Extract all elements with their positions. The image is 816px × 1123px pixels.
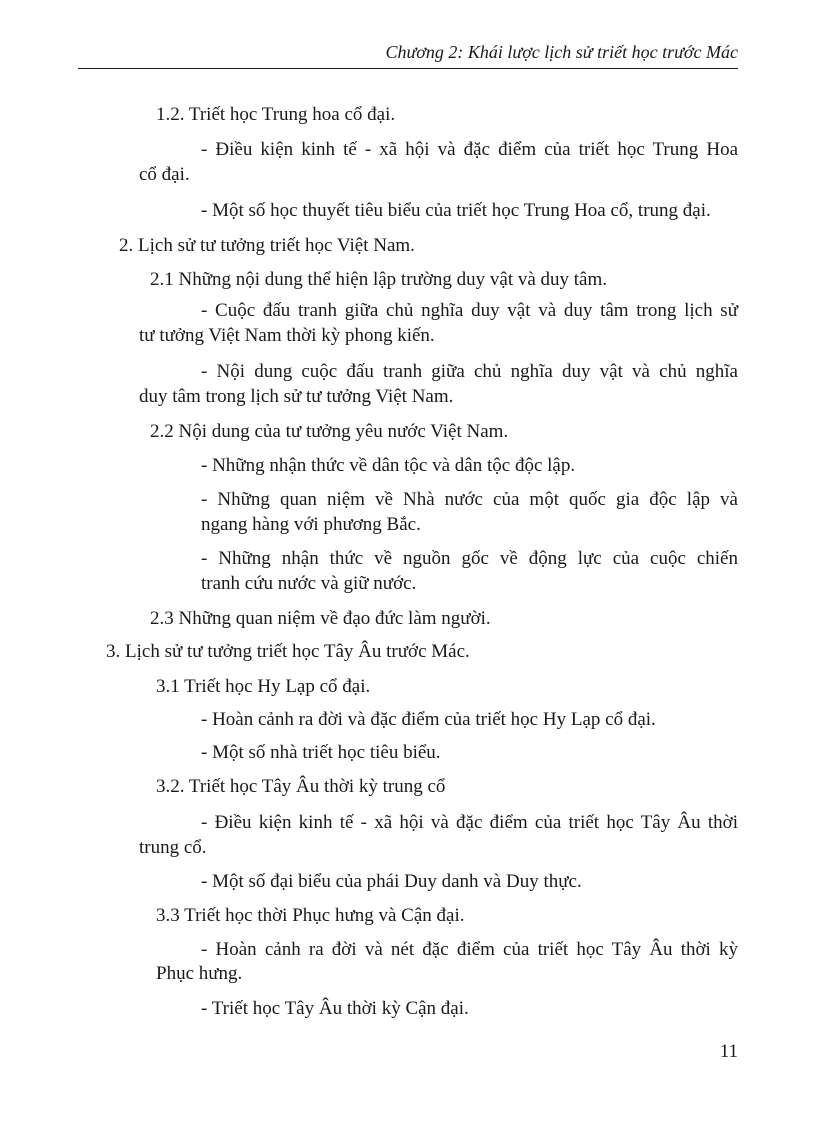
section-2-1-bullet-2-cont: duy tâm trong lịch sử tư tưởng Việt Nam. [139,386,454,407]
page-number: 11 [719,1041,738,1062]
section-1-2-bullet-1-cont: cổ đại. [139,164,190,185]
section-2-3-title: 2.3 Những quan niệm về đạo đức làm người. [150,608,491,629]
section-2-1-bullet-1-cont: tư tưởng Việt Nam thời kỳ phong kiến. [139,325,435,346]
section-3-1-title: 3.1 Triết học Hy Lạp cổ đại. [156,676,371,697]
section-2-2-bullet-2: - Những quan niệm về Nhà nước của một quốc gia độc lập và [201,489,738,510]
section-1-2-bullet-1: - Điều kiện kinh tế - xã hội và đặc điểm của triết học Trung Hoa [201,139,738,160]
section-2-2-title: 2.2 Nội dung của tư tưởng yêu nước Việt Nam. [150,421,509,442]
section-3-2-bullet-1: - Điều kiện kinh tế - xã hội và đặc điểm của triết học Tây Âu thời [201,812,738,833]
section-3-3-bullet-2: - Triết học Tây Âu thời kỳ Cận đại. [201,998,469,1019]
section-1-2-bullet-2: - Một số học thuyết tiêu biểu của triết học Trung Hoa cổ, trung đại. [201,200,711,221]
section-2-2-bullet-3-cont: tranh cứu nước và giữ nước. [201,573,417,594]
section-3-3-bullet-1-cont: Phục hưng. [156,963,243,984]
section-3-3-bullet-1: - Hoàn cảnh ra đời và nét đặc điểm của triết học Tây Âu thời kỳ [201,939,738,960]
section-2-2-bullet-2-cont: ngang hàng với phương Bắc. [201,514,421,535]
section-3-2-bullet-1-cont: trung cổ. [139,837,207,858]
section-2-1-bullet-1: - Cuộc đấu tranh giữa chủ nghĩa duy vật và duy tâm trong lịch sử [201,300,738,321]
section-3-3-title: 3.3 Triết học thời Phục hưng và Cận đại. [156,905,465,926]
header-rule [78,68,738,69]
section-3-1-bullet-1: - Hoàn cảnh ra đời và đặc điểm của triết học Hy Lạp cổ đại. [201,709,656,730]
section-3-2-bullet-2: - Một số đại biểu của phái Duy danh và Duy thực. [201,871,582,892]
section-2-1-title: 2.1 Những nội dung thể hiện lập trường duy vật và duy tâm. [150,269,608,290]
section-3-1-bullet-2: - Một số nhà triết học tiêu biểu. [201,742,441,763]
section-2-2-bullet-1: - Những nhận thức về dân tộc và dân tộc độc lập. [201,455,576,476]
section-2-2-bullet-3: - Những nhận thức về nguồn gốc về động lực của cuộc chiến [201,548,738,569]
running-header: Chương 2: Khái lược lịch sử triết học trước Mác [385,42,738,62]
section-3-title: 3. Lịch sử tư tưởng triết học Tây Âu trước Mác. [106,641,470,662]
section-2-1-bullet-2: - Nội dung cuộc đấu tranh giữa chủ nghĩa duy vật và chủ nghĩa [201,361,738,382]
section-1-2-title: 1.2. Triết học Trung hoa cổ đại. [156,104,396,125]
section-3-2-title: 3.2. Triết học Tây Âu thời kỳ trung cổ [156,776,446,797]
section-2-title: 2. Lịch sử tư tưởng triết học Việt Nam. [119,235,415,256]
